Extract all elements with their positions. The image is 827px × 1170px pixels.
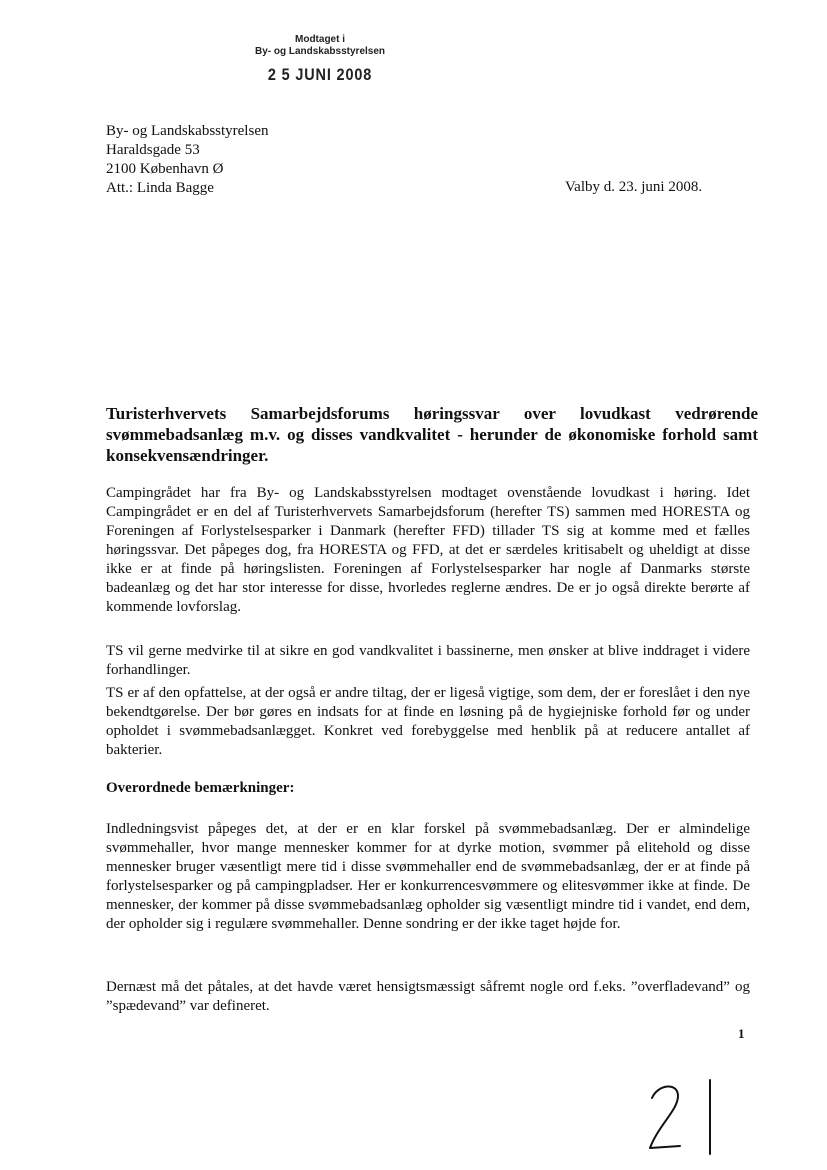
page-number: 1 bbox=[738, 1026, 745, 1041]
section-heading: Overordnede bemærkninger: bbox=[106, 780, 295, 796]
paragraph-opinion: TS er af den opfattelse, at der også er andre tiltag, der er ligeså vigtige, som dem, der er foreslået i den nye bekendtgørelse. Der bør gøres en indsats for at finde en løsning på de hygiejniske forhold før og under opholdet i svømmebadsanlægget. Konkret ved forebyggelse med henblik på at reducere antallet af bakterier. bbox=[106, 685, 750, 758]
paragraph-cooperation: TS vil gerne medvirke til at sikre en god vandkvalitet i bassinerne, men ønsker at blive inddraget i videre forhandlinger. bbox=[106, 643, 750, 678]
recipient-street: Haraldsgade 53 bbox=[106, 142, 200, 158]
recipient-att: Att.: Linda Bagge bbox=[106, 180, 214, 196]
document-title: Turisterhvervets Samarbejdsforums høringssvar over lovudkast vedrørende svømmebadsanlæg m.v. og disses vandkvalitet - herunder de økonomiske forhold samt konsekvensændringer. bbox=[106, 404, 758, 465]
recipient-address bbox=[106, 122, 268, 198]
stamp-date: 2 5 JUNI 2008 bbox=[267, 65, 373, 84]
paragraph-definitions: Dernæst må det påtales, at det havde været hensigtsmæssigt såfremt nogle ord f.eks. ”overfladevand” og ”spædevand” var defineret. bbox=[106, 979, 750, 1014]
stamp-agency-label: By- og Landskabsstyrelsen bbox=[254, 46, 386, 57]
letter-date: Valby d. 23. juni 2008. bbox=[565, 179, 703, 195]
paragraph-remarks: Indledningsvist påpeges det, at der er en klar forskel på svømmebadsanlæg. Der er almindelige svømmehaller, hvor mange mennesker kommer for at dyrke motion, svømmer på elitehold og disse mennesker bruger væsentligt mere tid i disse svømmehaller end de svømmebadsanlæg, der er at finde på forlystelsesparker og på campingpladser. Her er konkurrencesvømmere og elitesvømmer ikke at finde. De mennesker, der kommer på disse svømmebadsanlæg opholder sig væsentligt mindre tid i vandet, end dem, der opholder sig i regulære svømmehaller. Denne sondring er der ikke taget højde for. bbox=[106, 821, 750, 932]
paragraph-intro: Campingrådet har fra By- og Landskabsstyrelsen modtaget ovenstående lovudkast i høring. Idet Campingrådet er en del af Turisterhvervets Samarbejdsforum (herefter TS) sammen med HORESTA og Foreningen af Forlystelsesparker i Danmark (herefter FFD) tillader TS sig at komme med et fælles høringssvar. Det påpeges dog, fra HORESTA og FFD, at det er særdeles kritisabelt og uheldigt at disse ikke er at finde på høringslisten. Foreningen af Forlystelsesparker har nogle af Danmarks største badeanlæg og det har stor interesse for disse, hvorledes reglerne ændres. De er jo også direkte berørte af kommende lovforslag. bbox=[106, 485, 750, 615]
recipient-city: 2100 København Ø bbox=[106, 161, 224, 177]
stamp-received-label: Modtaget i bbox=[295, 34, 345, 45]
received-stamp bbox=[230, 34, 410, 85]
handwritten-page-mark bbox=[644, 1076, 724, 1156]
recipient-org: By- og Landskabsstyrelsen bbox=[106, 123, 269, 139]
